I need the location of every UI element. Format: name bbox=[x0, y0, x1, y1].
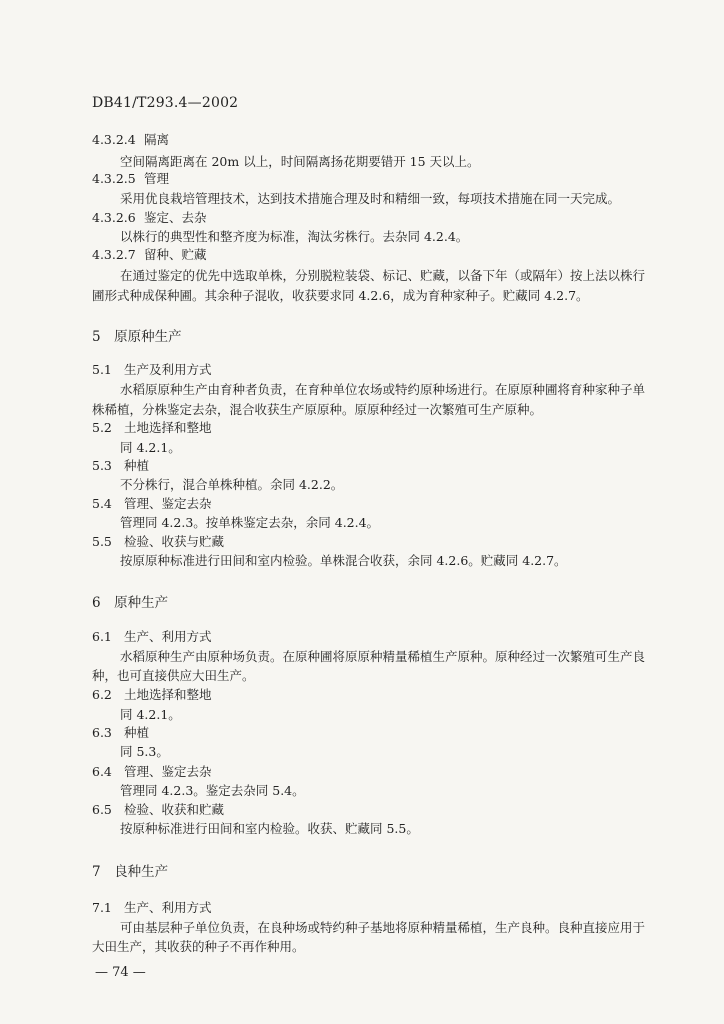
clause-title: 检验、收获与贮藏 bbox=[124, 534, 225, 549]
clause-heading bbox=[92, 900, 212, 916]
clause-number: 7.1 bbox=[92, 900, 112, 915]
clause-body: 管理同 4.2.3。按单株鉴定去杂，余同 4.2.4。 bbox=[120, 515, 380, 530]
clause-number: 5.4 bbox=[92, 496, 112, 511]
clause-body: 同 4.2.1。 bbox=[120, 707, 181, 722]
clause-heading bbox=[92, 687, 212, 703]
clause-body: 按原原种标准进行田间和室内检验。单株混合收获，余同 4.2.6。贮藏同 4.2.7。 bbox=[120, 553, 567, 568]
clause-body: 空间隔离距离在 20m 以上，时间隔离扬花期要错开 15 天以上。 bbox=[120, 154, 480, 169]
clause-title: 土地选择和整地 bbox=[124, 420, 212, 435]
standard-code: DB41/T293.4—2002 bbox=[92, 95, 239, 111]
clause-title: 隔离 bbox=[144, 132, 170, 147]
clause-title: 留种、贮藏 bbox=[144, 247, 207, 262]
clause-number: 4.3.2.7 bbox=[92, 247, 136, 262]
clause-body: 在通过鉴定的优先中选取单株，分别脱粒装袋、标记、贮藏，以备下年（或隔年）按上法以株行 bbox=[120, 268, 646, 283]
clause-body: 管理同 4.2.3。鉴定去杂同 5.4。 bbox=[120, 783, 305, 798]
clause-body: 水稻原种生产由原种场负责。在原种圃将原原种精量稀植生产原种。原种经过一次繁殖可生产良 bbox=[120, 649, 646, 664]
clause-title: 种植 bbox=[124, 458, 150, 473]
clause-number: 6.5 bbox=[92, 802, 112, 817]
page-number: — 74 — bbox=[95, 965, 146, 980]
clause-body: 按原种标准进行田间和室内检验。收获、贮藏同 5.5。 bbox=[120, 821, 419, 836]
clause-heading bbox=[92, 210, 207, 226]
clause-heading bbox=[92, 764, 212, 780]
clause-heading bbox=[92, 725, 149, 741]
section-heading: 5 原原种生产 bbox=[92, 329, 182, 345]
clause-heading bbox=[92, 171, 169, 187]
clause-body: 水稻原原种生产由育种者负责，在育种单位农场或特约原种场进行。在原原种圃将育种家种子单 bbox=[120, 382, 646, 397]
clause-body: 种，也可直接供应大田生产。 bbox=[92, 668, 255, 683]
clause-number: 5.1 bbox=[92, 362, 112, 377]
clause-body: 大田生产，其收获的种子不再作种用。 bbox=[92, 939, 305, 954]
clause-heading bbox=[92, 247, 207, 263]
clause-number: 4.3.2.6 bbox=[92, 210, 136, 225]
clause-number: 5.2 bbox=[92, 420, 112, 435]
clause-number: 4.3.2.5 bbox=[92, 171, 136, 186]
clause-title: 检验、收获和贮藏 bbox=[124, 802, 225, 817]
clause-body: 同 4.2.1。 bbox=[120, 440, 181, 455]
clause-title: 管理、鉴定去杂 bbox=[124, 764, 212, 779]
clause-title: 管理 bbox=[144, 171, 170, 186]
clause-body: 圃形式种成保种圃。其余种子混收，收获要求同 4.2.6，成为育种家种子。贮藏同 4.2.7。 bbox=[92, 288, 589, 303]
clause-heading bbox=[92, 629, 212, 645]
clause-body: 以株行的典型性和整齐度为标准，淘汰劣株行。去杂同 4.2.4。 bbox=[120, 229, 469, 244]
clause-title: 种植 bbox=[124, 725, 150, 740]
clause-heading bbox=[92, 496, 212, 512]
clause-heading bbox=[92, 362, 212, 378]
section-heading: 6 原种生产 bbox=[92, 595, 169, 611]
clause-number: 4.3.2.4 bbox=[92, 132, 136, 147]
clause-number: 6.1 bbox=[92, 629, 112, 644]
section-heading: 7 良种生产 bbox=[92, 864, 169, 880]
clause-body: 不分株行，混合单株种植。余同 4.2.2。 bbox=[120, 477, 344, 492]
clause-heading bbox=[92, 534, 224, 550]
clause-heading bbox=[92, 132, 169, 148]
clause-number: 6.2 bbox=[92, 687, 112, 702]
clause-number: 6.3 bbox=[92, 725, 112, 740]
clause-title: 鉴定、去杂 bbox=[144, 210, 207, 225]
clause-title: 生产及利用方式 bbox=[124, 362, 212, 377]
clause-heading bbox=[92, 458, 149, 474]
clause-number: 5.3 bbox=[92, 458, 112, 473]
clause-body: 可由基层种子单位负责，在良种场或特约种子基地将原种精量稀植，生产良种。良种直接应用于 bbox=[120, 920, 646, 935]
clause-body: 采用优良栽培管理技术，达到技术措施合理及时和精细一致，每项技术措施在同一天完成。 bbox=[120, 191, 621, 206]
clause-title: 管理、鉴定去杂 bbox=[124, 496, 212, 511]
clause-title: 生产、利用方式 bbox=[124, 629, 212, 644]
clause-heading bbox=[92, 802, 224, 818]
clause-title: 生产、利用方式 bbox=[124, 900, 212, 915]
clause-title: 土地选择和整地 bbox=[124, 687, 212, 702]
clause-number: 5.5 bbox=[92, 534, 112, 549]
clause-body: 同 5.3。 bbox=[120, 744, 169, 759]
clause-heading bbox=[92, 420, 212, 436]
clause-body: 株稀植，分株鉴定去杂，混合收获生产原原种。原原种经过一次繁殖可生产原种。 bbox=[92, 402, 543, 417]
clause-number: 6.4 bbox=[92, 764, 112, 779]
